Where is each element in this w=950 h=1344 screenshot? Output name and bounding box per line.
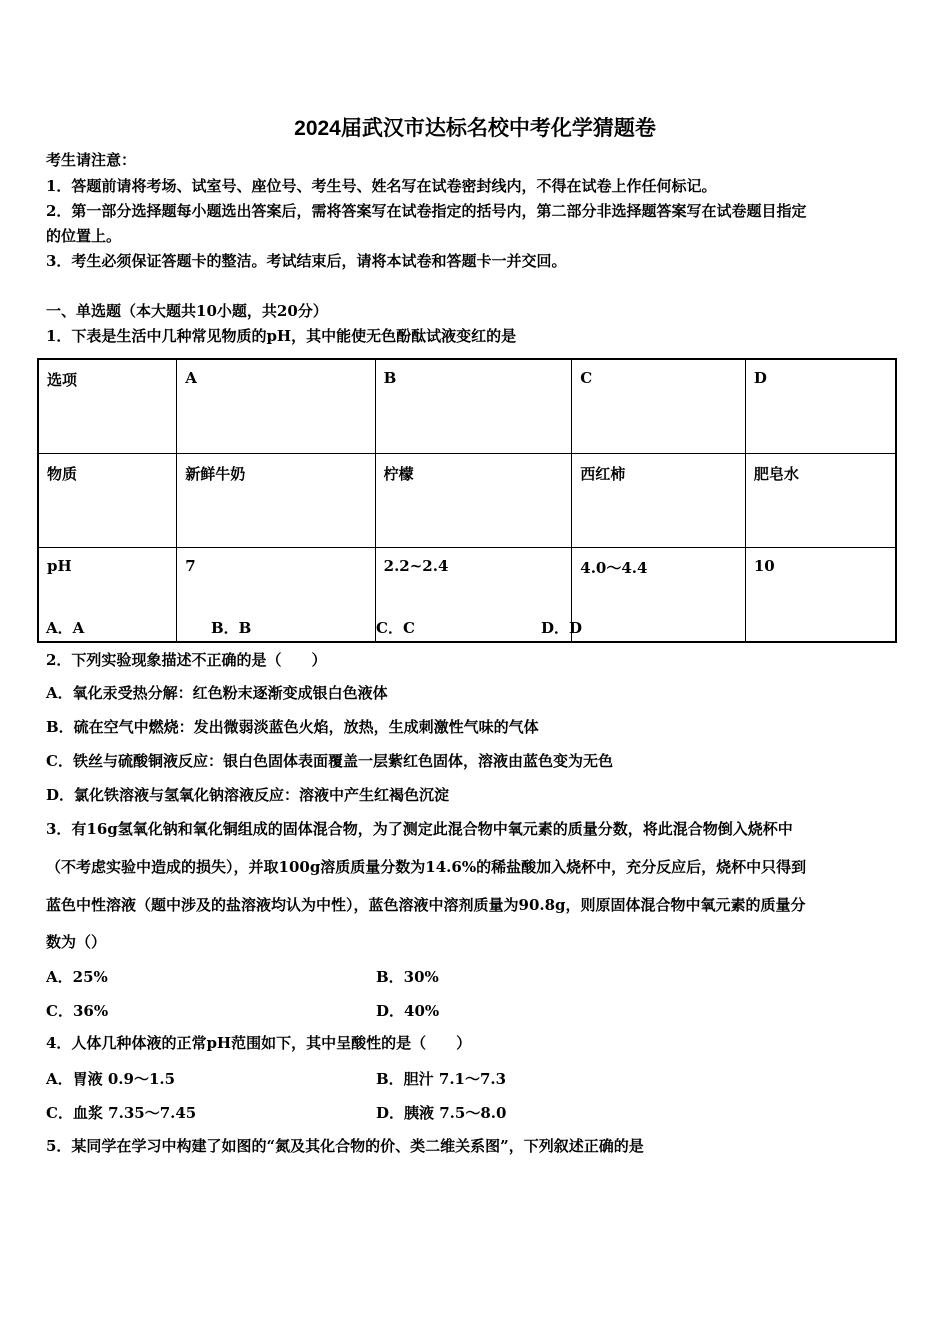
notice-heading: 考生请注意： xyxy=(46,151,137,169)
option: B．30% xyxy=(376,968,439,986)
notice-item: 的位置上。 xyxy=(46,227,122,245)
table-cell: pH xyxy=(38,548,177,643)
table-cell: 肥皂水 xyxy=(745,454,896,548)
ph-table xyxy=(37,358,897,643)
option: A．25% xyxy=(46,968,108,986)
table-cell: B xyxy=(375,359,572,454)
table-cell: 物质 xyxy=(38,454,177,548)
option: D．胰液 7.5～8.0 xyxy=(376,1104,507,1122)
table-cell: 选项 xyxy=(38,359,177,454)
question-3-stem: 3．有16g氢氧化钠和氧化铜组成的固体混合物，为了测定此混合物中氧元素的质量分数，将此混合物倒入烧杯中 xyxy=(46,820,793,838)
notice-item: 1．答题前请将考场、试室号、座位号、考生号、姓名写在试卷密封线内，不得在试卷上作任何标记。 xyxy=(46,177,717,195)
table-cell: 新鲜牛奶 xyxy=(177,454,375,548)
option: C．C xyxy=(376,619,415,637)
question-3-stem: 蓝色中性溶液（题中涉及的盐溶液均认为中性），蓝色溶液中溶剂质量为90.8g，则原固体混合物中氧元素的质量分 xyxy=(46,896,806,914)
notice-item: 3．考生必须保证答题卡的整洁。考试结束后，请将本试卷和答题卡一并交回。 xyxy=(46,252,567,270)
option: A．氧化汞受热分解：红色粉末逐渐变成银白色液体 xyxy=(46,684,388,702)
table-cell: 4.0～4.4 xyxy=(572,548,746,643)
option: C．铁丝与硫酸铜液反应：银白色固体表面覆盖一层紫红色固体，溶液由蓝色变为无色 xyxy=(46,752,613,770)
option: B．硫在空气中燃烧：发出微弱淡蓝色火焰，放热，生成刺激性气味的气体 xyxy=(46,718,539,736)
option: D．D xyxy=(541,619,583,637)
table-row xyxy=(38,359,896,454)
option: C．血浆 7.35～7.45 xyxy=(46,1104,197,1122)
page-title: 2024届武汉市达标名校中考化学猜题卷 xyxy=(294,117,656,140)
option: D．40% xyxy=(376,1002,440,1020)
option: A．胃液 0.9～1.5 xyxy=(46,1070,176,1088)
table-cell: D xyxy=(745,359,896,454)
table-cell: 7 xyxy=(177,548,375,643)
table-cell: A xyxy=(177,359,375,454)
table-cell: 西红柿 xyxy=(572,454,746,548)
table-cell: C xyxy=(572,359,746,454)
notice-item: 2．第一部分选择题每小题选出答案后，需将答案写在试卷指定的括号内，第二部分非选择题答案写在试卷题目指定 xyxy=(46,202,807,220)
option: A．A xyxy=(46,619,85,637)
table-cell: 柠檬 xyxy=(375,454,572,548)
table-row xyxy=(38,548,896,643)
table-cell: 2.2~2.4 xyxy=(375,548,572,643)
section-heading: 一、单选题（本大题共10小题，共20分） xyxy=(46,302,328,320)
table-row xyxy=(38,454,896,548)
question-4-stem: 4．人体几种体液的正常pH范围如下，其中呈酸性的是（ ） xyxy=(46,1034,472,1052)
option: B．B xyxy=(211,619,252,637)
option: D．氯化铁溶液与氢氧化钠溶液反应：溶液中产生红褐色沉淀 xyxy=(46,786,450,804)
question-5-stem: 5．某同学在学习中构建了如图的“氮及其化合物的价、类二维关系图”，下列叙述正确的是 xyxy=(46,1137,644,1155)
option: B．胆汁 7.1～7.3 xyxy=(376,1070,507,1088)
table-cell: 10 xyxy=(745,548,896,643)
question-2-stem: 2．下列实验现象描述不正确的是（ ） xyxy=(46,651,327,669)
question-3-stem: 数为（） xyxy=(46,933,107,951)
question-1-stem: 1．下表是生活中几种常见物质的pH，其中能使无色酚酞试液变红的是 xyxy=(46,327,517,345)
question-3-stem: （不考虑实验中造成的损失），并取100g溶质质量分数为14.6%的稀盐酸加入烧杯中，充分反应后，烧杯中只得到 xyxy=(46,858,807,876)
option: C．36% xyxy=(46,1002,109,1020)
